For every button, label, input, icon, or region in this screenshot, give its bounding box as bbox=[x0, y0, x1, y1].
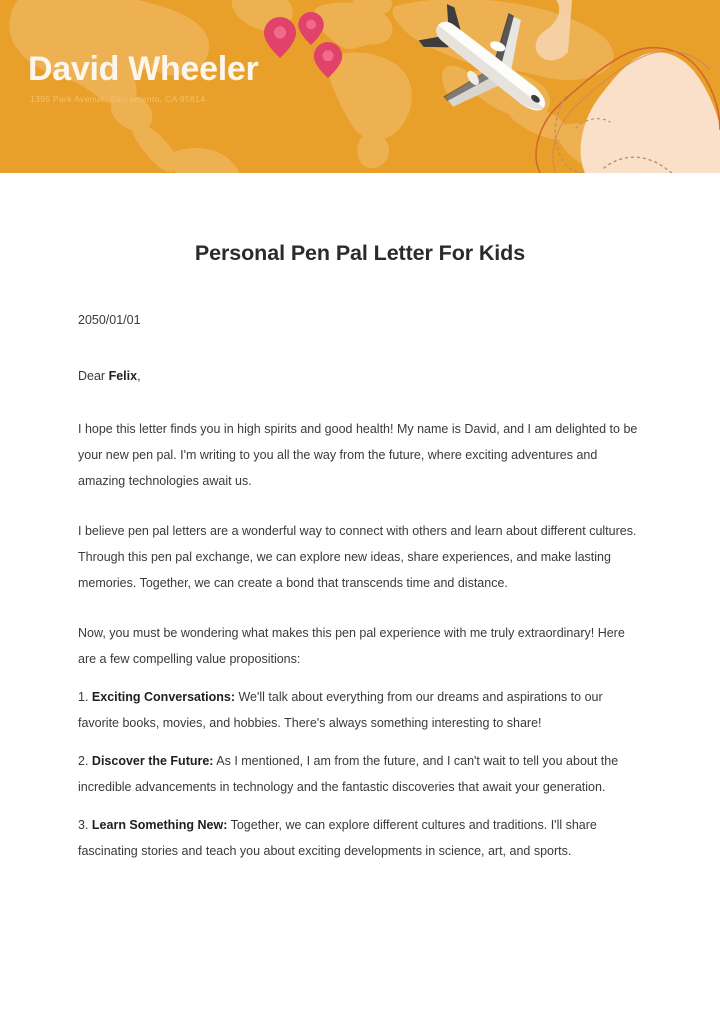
value-proposition-body: We'll talk about everything from our dreams and aspirations to our favorite books, movies, and hobbies. There's always something interesting to share! bbox=[78, 690, 603, 730]
value-proposition-body: Together, we can explore different cultures and traditions. I'll share fascinating stories and teach you about exciting developments in science, art, and sports. bbox=[78, 818, 597, 858]
value-proposition-number: 2. bbox=[78, 754, 89, 768]
letterhead-banner bbox=[0, 0, 720, 173]
letter-paragraph-2: I believe pen pal letters are a wonderful way to connect with others and learn about different cultures. Through this pen pal exchange, we can explore new ideas, share experiences, and make lasting memories. Together, we can create a bond that transcends time and distance. bbox=[78, 524, 637, 590]
value-proposition-item bbox=[78, 800, 642, 864]
letter-paragraph-1: I hope this letter finds you in high spirits and good health! My name is David, and I am delighted to be your new pen pal. I'm writing to you all the way from the future, where exciting adventures and amazing technologies await us. bbox=[78, 422, 638, 488]
letter-paragraph-3: Now, you must be wondering what makes this pen pal experience with me truly extraordinary! Here are a few compelling value propositions: bbox=[78, 626, 625, 666]
letter-date: 2050/01/01 bbox=[78, 313, 141, 327]
value-proposition-label: Learn Something New: bbox=[91, 818, 228, 832]
letter-salutation bbox=[78, 330, 642, 386]
page-title: Personal Pen Pal Letter For Kids bbox=[194, 241, 526, 265]
recipient-name: Felix bbox=[108, 369, 138, 383]
salutation-prefix: Dear bbox=[78, 369, 109, 383]
salutation-suffix: , bbox=[137, 369, 141, 383]
value-proposition-number: 1. bbox=[78, 690, 89, 704]
value-proposition-label: Discover the Future: bbox=[91, 754, 214, 768]
sender-name: David Wheeler bbox=[28, 50, 259, 88]
value-proposition-body: As I mentioned, I am from the future, and I can't wait to tell you about the incredible advancements in technology and the fantastic discoveries that await your generation. bbox=[78, 754, 619, 794]
value-proposition-item bbox=[78, 672, 642, 736]
sender-address: 1395 Park Avenue, Sacramento, CA 95814 bbox=[30, 93, 206, 104]
letterhead-text-block bbox=[28, 52, 258, 104]
value-proposition-item bbox=[78, 736, 642, 800]
value-proposition-number: 3. bbox=[78, 818, 89, 832]
letter-body bbox=[0, 173, 720, 864]
value-proposition-label: Exciting Conversations: bbox=[91, 690, 236, 704]
